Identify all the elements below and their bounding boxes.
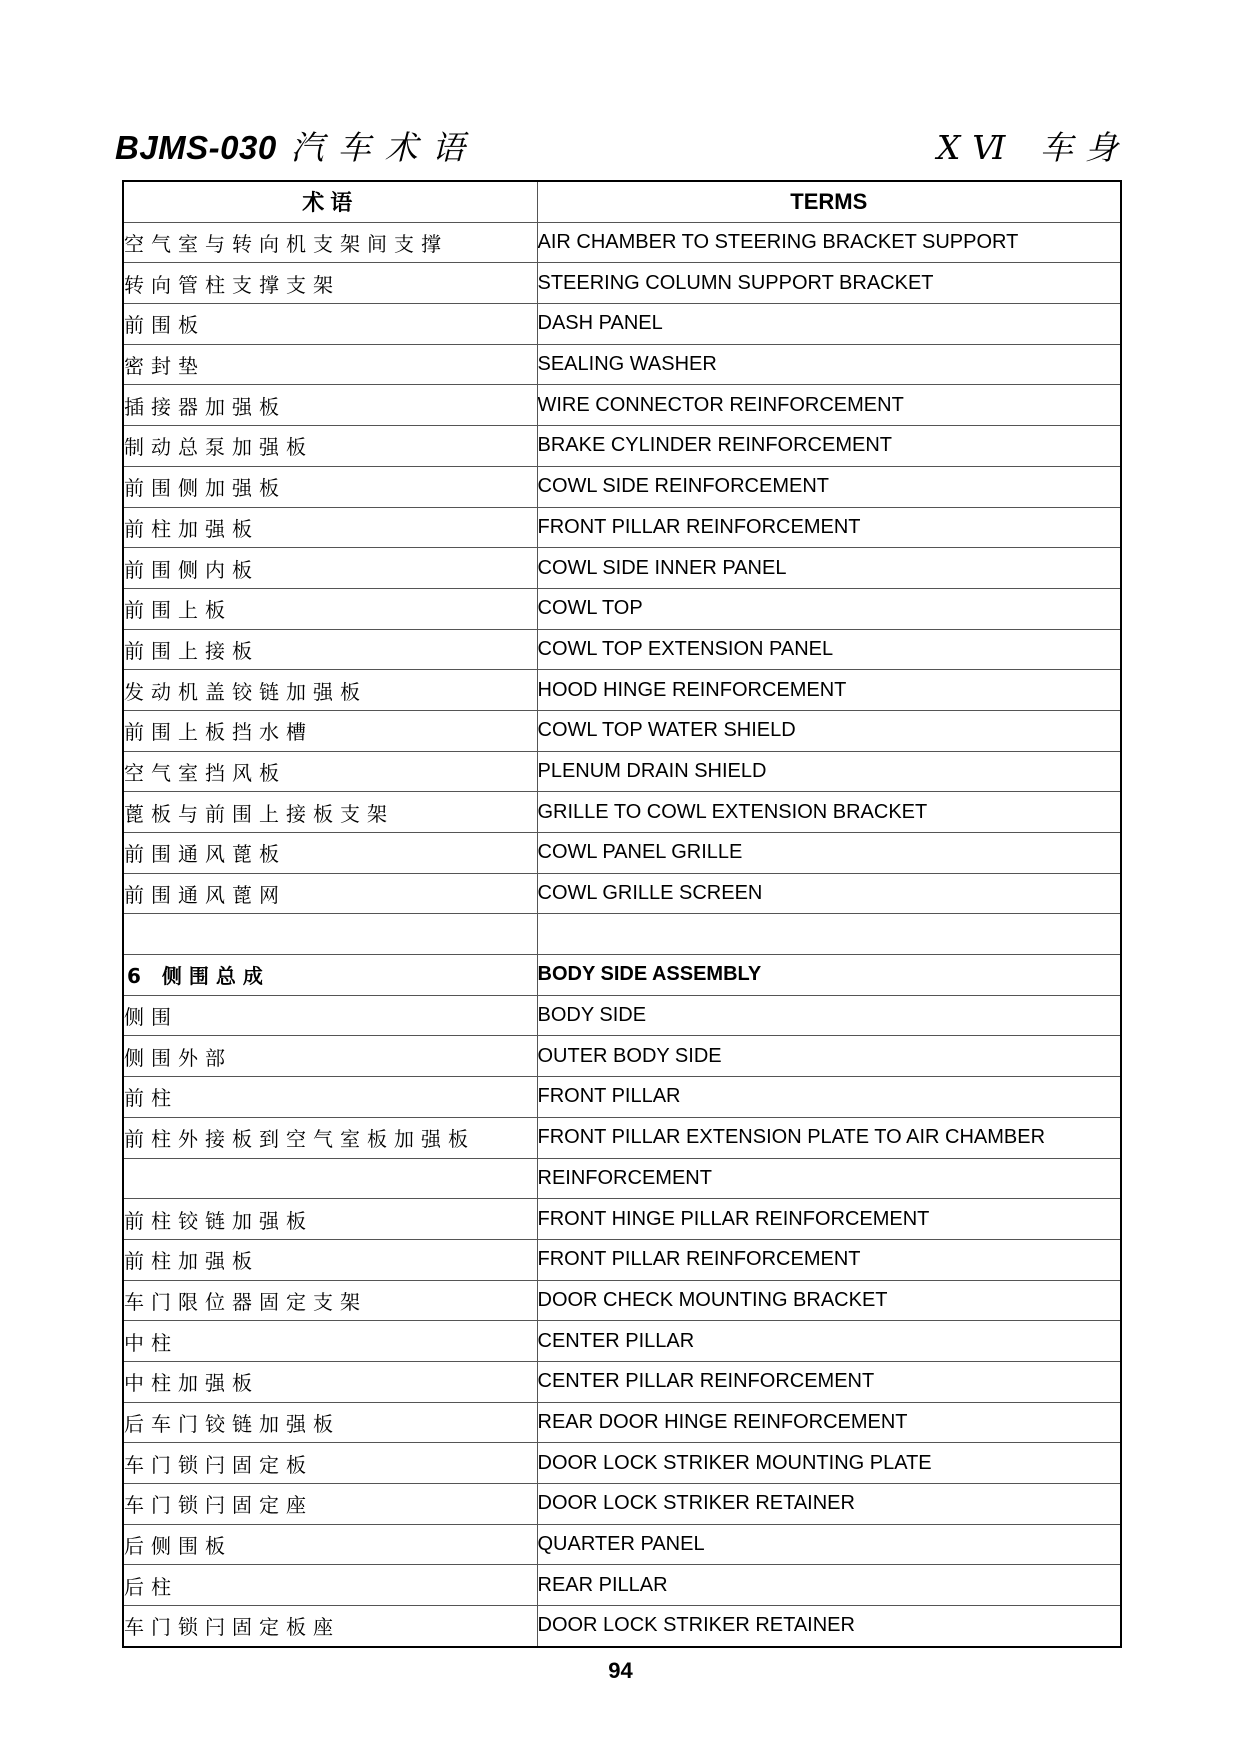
table-row (123, 1158, 1121, 1199)
table-row (123, 1484, 1121, 1525)
term-english: DOOR LOCK STRIKER RETAINER (537, 1484, 1121, 1525)
table-row (123, 588, 1121, 629)
term-english: COWL GRILLE SCREEN (537, 873, 1121, 914)
table-row (123, 507, 1121, 548)
table-row (123, 222, 1121, 263)
term-chinese: 车门锁闩固定板座 (123, 1606, 537, 1647)
table-row (123, 263, 1121, 304)
term-english: COWL SIDE REINFORCEMENT (537, 466, 1121, 507)
table-row (123, 1361, 1121, 1402)
table-row (123, 1321, 1121, 1362)
page-header (115, 118, 1130, 174)
table-row (123, 548, 1121, 589)
table-row (123, 833, 1121, 874)
table-row (123, 751, 1121, 792)
table-row (123, 1077, 1121, 1118)
page-number: 94 (608, 1658, 633, 1683)
term-chinese (123, 1158, 537, 1199)
term-chinese: 前围通风蓖网 (123, 873, 537, 914)
term-chinese: 车门限位器固定支架 (123, 1280, 537, 1321)
term-english: COWL TOP (537, 588, 1121, 629)
term-english: SEALING WASHER (537, 344, 1121, 385)
table-row (123, 1117, 1121, 1158)
term-chinese: 前围侧加强板 (123, 466, 537, 507)
term-english: FRONT PILLAR EXTENSION PLATE TO AIR CHAMBER (537, 1117, 1121, 1158)
term-english: FRONT PILLAR REINFORCEMENT (537, 507, 1121, 548)
term-chinese: 后柱 (123, 1565, 537, 1606)
term-chinese: 前柱外接板到空气室板加强板 (123, 1117, 537, 1158)
table-row (123, 1402, 1121, 1443)
term-english: FRONT HINGE PILLAR REINFORCEMENT (537, 1199, 1121, 1240)
term-chinese: 前柱铰链加强板 (123, 1199, 537, 1240)
term-english: BRAKE CYLINDER REINFORCEMENT (537, 426, 1121, 467)
column-header-english: TERMS (537, 181, 1121, 222)
term-chinese: 中柱 (123, 1321, 537, 1362)
term-english: REAR DOOR HINGE REINFORCEMENT (537, 1402, 1121, 1443)
term-chinese: 前围上板挡水槽 (123, 710, 537, 751)
term-chinese: 后侧围板 (123, 1524, 537, 1565)
term-chinese: 侧围外部 (123, 1036, 537, 1077)
term-chinese: 前围侧内板 (123, 548, 537, 589)
term-chinese: 制动总泵加强板 (123, 426, 537, 467)
section-label: XⅥ 车身 (936, 128, 1130, 167)
term-chinese: 转向管柱支撑支架 (123, 263, 537, 304)
term-english: QUARTER PANEL (537, 1524, 1121, 1565)
table-row (123, 466, 1121, 507)
table-row (123, 385, 1121, 426)
table-row (123, 914, 1121, 955)
term-chinese: 6 侧围总成 (123, 955, 537, 996)
table-row (123, 1606, 1121, 1647)
table-row (123, 1239, 1121, 1280)
table-header-row (123, 181, 1121, 222)
term-english: GRILLE TO COWL EXTENSION BRACKET (537, 792, 1121, 833)
term-english: COWL PANEL GRILLE (537, 833, 1121, 874)
term-chinese: 密封垫 (123, 344, 537, 385)
term-english: DOOR LOCK STRIKER RETAINER (537, 1606, 1121, 1647)
term-english: WIRE CONNECTOR REINFORCEMENT (537, 385, 1121, 426)
terms-table (122, 180, 1122, 1648)
table-row (123, 995, 1121, 1036)
term-english: CENTER PILLAR (537, 1321, 1121, 1362)
term-chinese: 前柱 (123, 1077, 537, 1118)
document-title: 汽车术语 (290, 128, 479, 167)
term-chinese: 后车门铰链加强板 (123, 1402, 537, 1443)
term-chinese: 车门锁闩固定板 (123, 1443, 537, 1484)
table-row (123, 1524, 1121, 1565)
term-chinese: 插接器加强板 (123, 385, 537, 426)
term-english: CENTER PILLAR REINFORCEMENT (537, 1361, 1121, 1402)
table-row (123, 629, 1121, 670)
term-english: BODY SIDE ASSEMBLY (537, 955, 1121, 996)
column-header-chinese: 术语 (123, 181, 537, 222)
term-english: AIR CHAMBER TO STEERING BRACKET SUPPORT (537, 222, 1121, 263)
section-row (123, 955, 1121, 996)
table-row (123, 426, 1121, 467)
term-chinese (123, 914, 537, 955)
table-row (123, 873, 1121, 914)
term-english: DOOR CHECK MOUNTING BRACKET (537, 1280, 1121, 1321)
term-chinese: 前围板 (123, 304, 537, 345)
table-row (123, 344, 1121, 385)
term-english: COWL TOP EXTENSION PANEL (537, 629, 1121, 670)
table-row (123, 304, 1121, 345)
term-english: STEERING COLUMN SUPPORT BRACKET (537, 263, 1121, 304)
term-chinese: 空气室挡风板 (123, 751, 537, 792)
term-chinese: 前柱加强板 (123, 507, 537, 548)
term-english: HOOD HINGE REINFORCEMENT (537, 670, 1121, 711)
document-heading (115, 122, 479, 169)
term-chinese: 前围通风蓖板 (123, 833, 537, 874)
term-chinese: 车门锁闩固定座 (123, 1484, 537, 1525)
term-english: PLENUM DRAIN SHIELD (537, 751, 1121, 792)
term-english: OUTER BODY SIDE (537, 1036, 1121, 1077)
table-row (123, 1443, 1121, 1484)
term-english: DASH PANEL (537, 304, 1121, 345)
table-row (123, 670, 1121, 711)
term-english (537, 914, 1121, 955)
term-chinese: 蓖板与前围上接板支架 (123, 792, 537, 833)
table-row (123, 710, 1121, 751)
term-english: REINFORCEMENT (537, 1158, 1121, 1199)
term-chinese: 侧围 (123, 995, 537, 1036)
table-row (123, 792, 1121, 833)
term-chinese: 中柱加强板 (123, 1361, 537, 1402)
document-code: BJMS-030 (115, 129, 277, 166)
term-english: COWL SIDE INNER PANEL (537, 548, 1121, 589)
term-english: FRONT PILLAR REINFORCEMENT (537, 1239, 1121, 1280)
term-chinese: 空气室与转向机支架间支撑 (123, 222, 537, 263)
term-chinese: 前围上板 (123, 588, 537, 629)
table-row (123, 1199, 1121, 1240)
term-chinese: 前柱加强板 (123, 1239, 537, 1280)
term-english: COWL TOP WATER SHIELD (537, 710, 1121, 751)
term-chinese: 前围上接板 (123, 629, 537, 670)
term-chinese: 发动机盖铰链加强板 (123, 670, 537, 711)
table-row (123, 1280, 1121, 1321)
term-english: DOOR LOCK STRIKER MOUNTING PLATE (537, 1443, 1121, 1484)
table-row (123, 1565, 1121, 1606)
term-english: REAR PILLAR (537, 1565, 1121, 1606)
term-english: FRONT PILLAR (537, 1077, 1121, 1118)
term-english: BODY SIDE (537, 995, 1121, 1036)
table-row (123, 1036, 1121, 1077)
